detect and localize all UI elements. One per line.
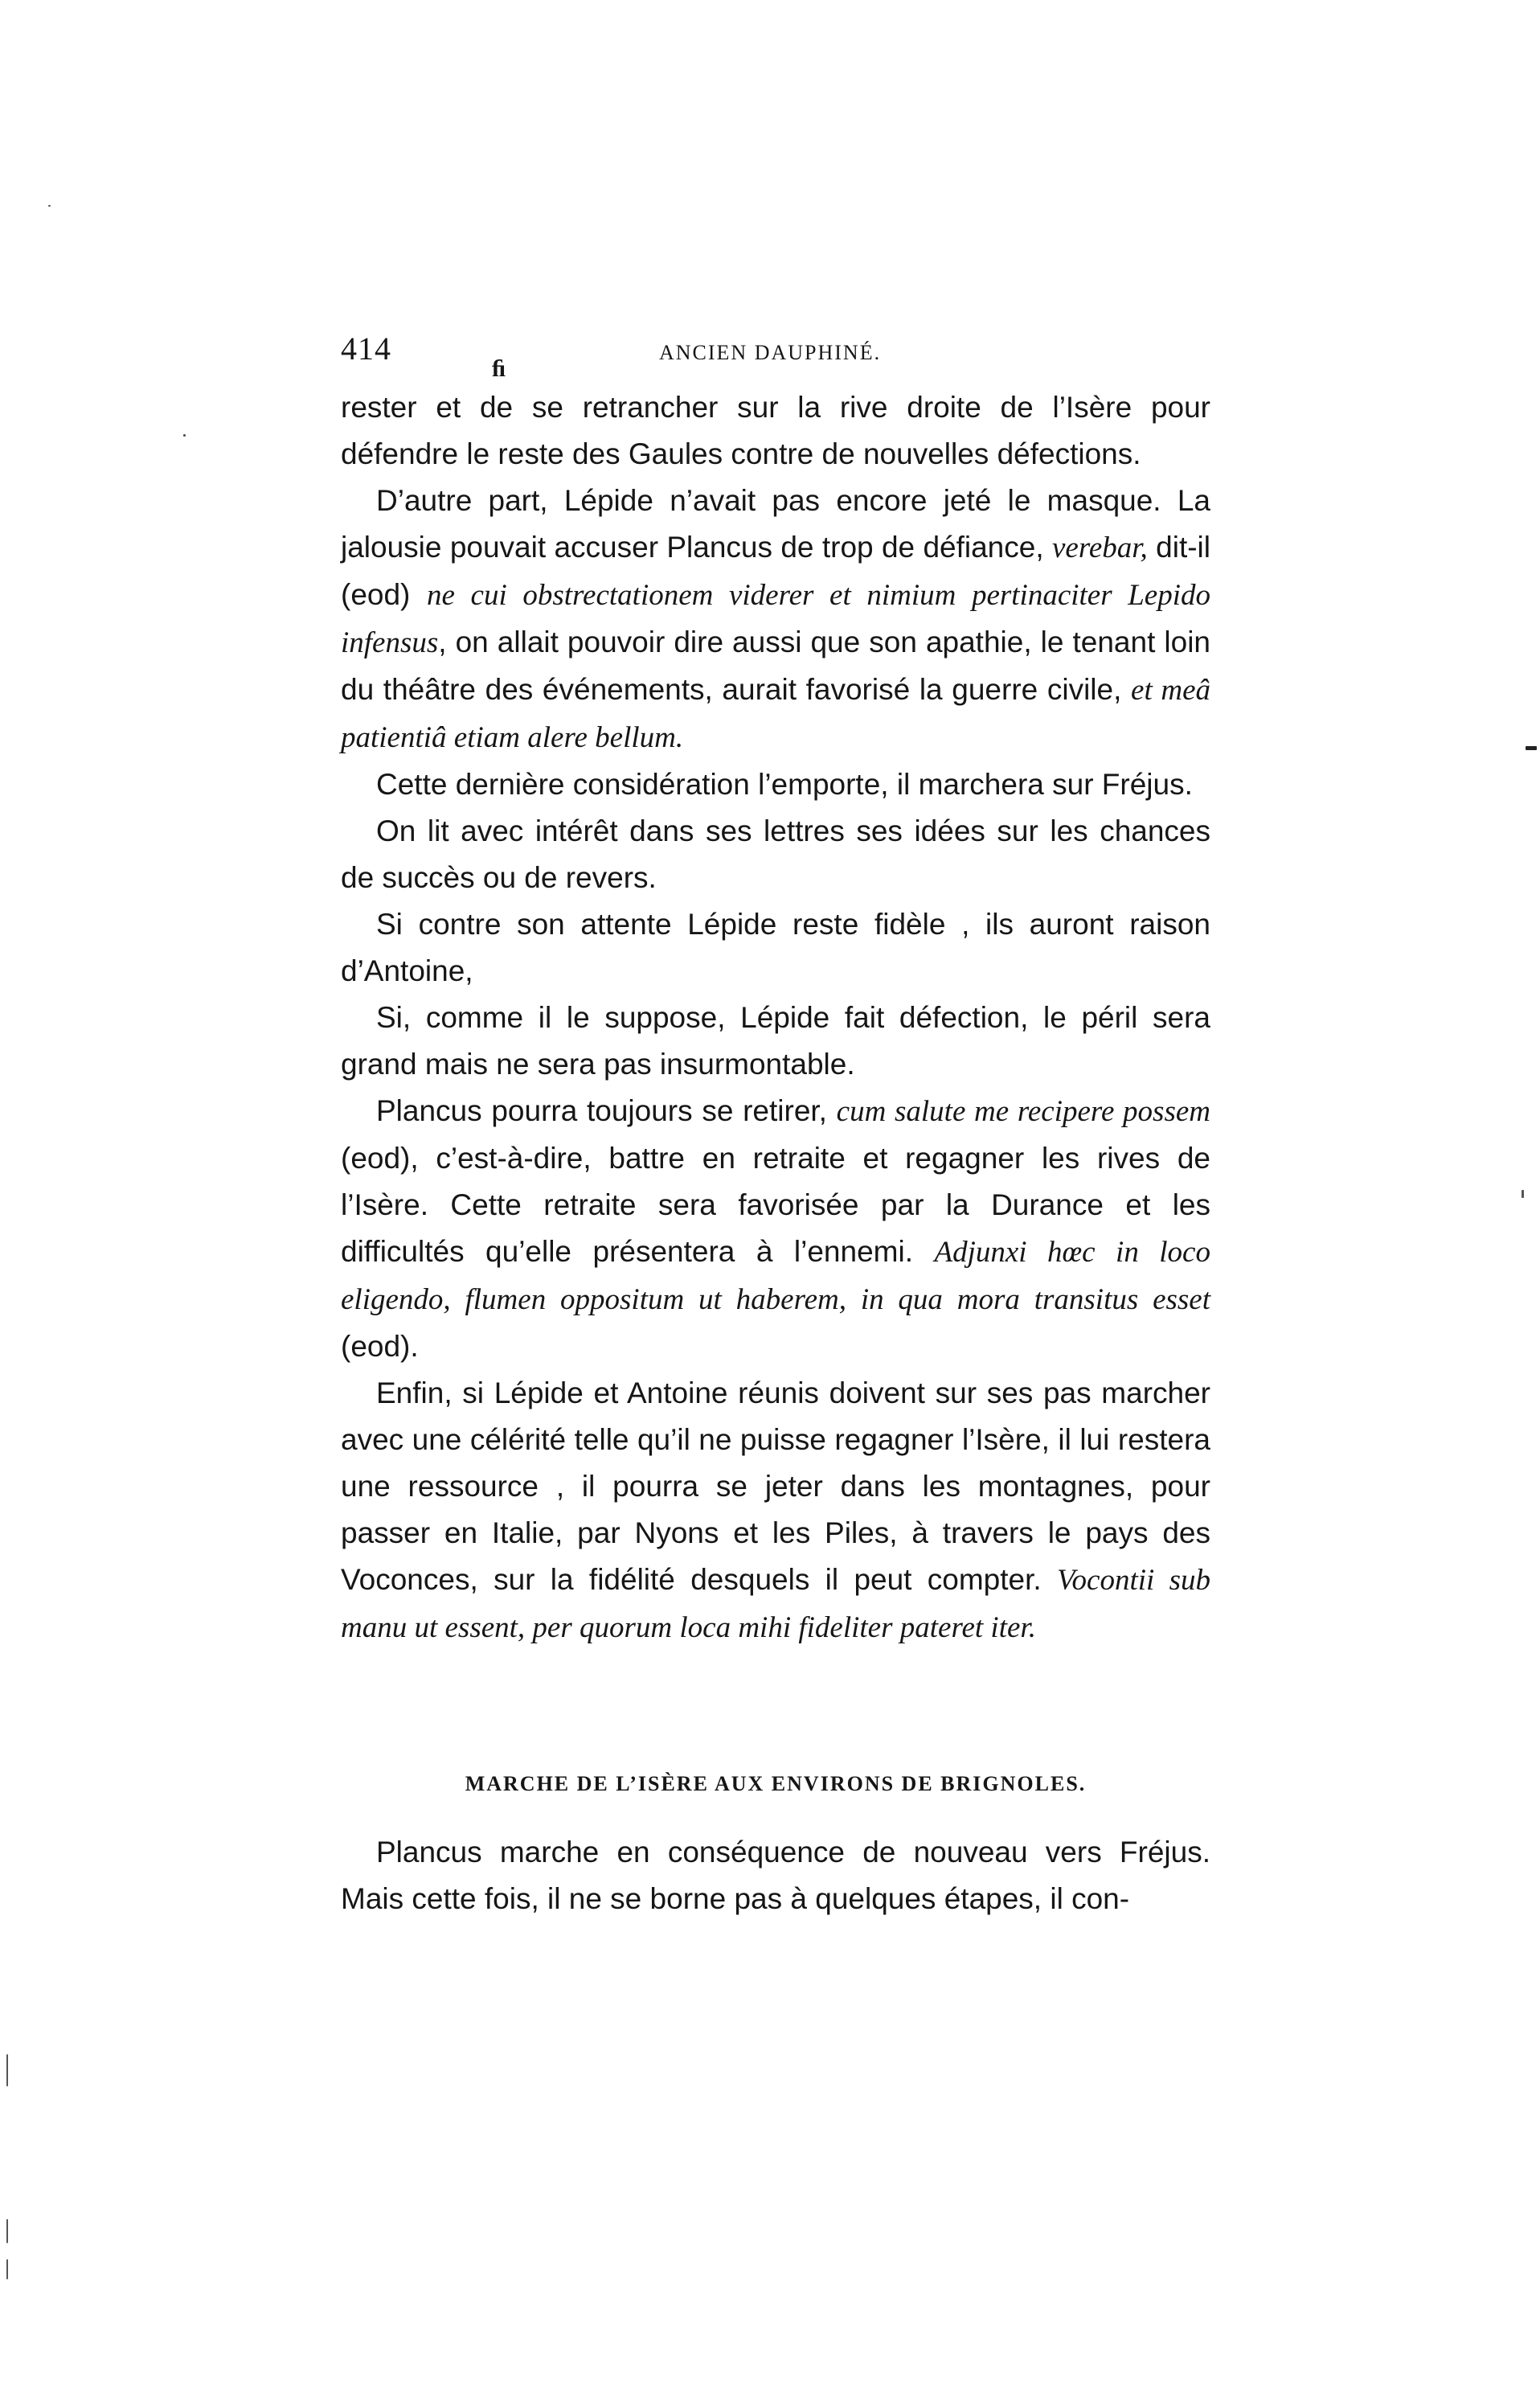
paragraph-defection: Si, comme il le suppose, Lépide fait défection, le péril sera grand mais ne sera pas insurmontable. xyxy=(341,1001,1210,1081)
scan-speck xyxy=(6,2259,8,2279)
paragraph-retraite xyxy=(341,1088,1210,1370)
scan-speck xyxy=(6,2054,8,2086)
text-run: Enfin, si Lépide et Antoine réunis doivent sur ses pas marcher avec une célérité telle qu’il ne puisse regagner l’Isère, il lui restera une ressource , il pourra se jeter dans les montagnes, pour passer en Italie, par Nyons et les Piles, à travers le pays des Voconces, sur la fidélité desquels il peut compter. xyxy=(341,1376,1210,1596)
latin-quote: cum salute me recipere possem xyxy=(836,1095,1210,1128)
latin-quote: Vocontii sub manu ut essent, per quorum loca mihi fideliter pateret iter. xyxy=(341,1564,1210,1644)
scan-speck xyxy=(48,205,51,207)
text-run: (eod), c’est-à-dire, battre en retraite et regagner les rives de l’Isère. Cette retraite sera favorisée par la Durance et les difficultés qu’elle présentera à l’ennemi. xyxy=(341,1142,1210,1268)
text-run: , on allait pouvoir dire aussi que son apathie, le tenant loin du théâtre des événements, aurait favorisé la guerre civile, xyxy=(341,626,1210,706)
latin-quote: ne cui obstrectationem viderer et nimium pertinaciter Lepido infensus xyxy=(341,579,1211,659)
scan-speck xyxy=(6,2219,8,2243)
section-body xyxy=(341,1829,1210,1922)
scan-speck xyxy=(183,434,186,437)
text-run: Plancus pourra toujours se retirer, xyxy=(376,1094,837,1127)
body-text xyxy=(341,384,1210,1651)
paragraph-continuation: rester et de se retrancher sur la rive droite de l’Isère pour défendre le reste des Gaules contre de nouvelles défections. xyxy=(341,391,1210,470)
paragraph-lettres: On lit avec intérêt dans ses lettres ses idées sur les chances de succès ou de revers. xyxy=(341,814,1210,894)
scan-speck xyxy=(1522,1190,1524,1198)
text-run: (eod). xyxy=(341,1330,419,1363)
text-run: dit-il (eod) xyxy=(341,531,1210,611)
printer-mark: ﬁ xyxy=(492,355,506,382)
scan-speck xyxy=(1526,746,1537,750)
paragraph-marche: Plancus marche en conséquence de nouveau vers Fréjus. Mais cette fois, il ne se borne pas à quelques étapes, il con- xyxy=(341,1836,1210,1915)
paragraph-lepide-fidele: Si contre son attente Lépide reste fidèle , ils auront raison d’Antoine, xyxy=(341,908,1210,987)
latin-quote: verebar, xyxy=(1051,531,1148,564)
page-number: 414 xyxy=(341,330,391,367)
paragraph-lepide-masque xyxy=(341,478,1210,761)
paragraph-voconces xyxy=(341,1370,1210,1651)
running-title: ANCIEN DAUPHINÉ. xyxy=(659,341,882,364)
page-header xyxy=(341,330,1210,378)
paragraph-consideration: Cette dernière considération l’emporte, il marchera sur Fréjus. xyxy=(376,768,1193,801)
latin-quote: et meâ patientiâ etiam alere bellum. xyxy=(341,674,1210,754)
text-run: D’autre part, Lépide n’avait pas encore jeté le masque. La jalousie pouvait accuser Plancus de trop de défiance, xyxy=(341,484,1210,564)
latin-quote: Adjunxi hœc in loco eligendo, flumen oppositum ut haberem, in qua mora transitus esset xyxy=(341,1236,1210,1316)
section-heading: MARCHE DE L’ISÈRE AUX ENVIRONS DE BRIGNOLES. xyxy=(465,1772,1087,1795)
